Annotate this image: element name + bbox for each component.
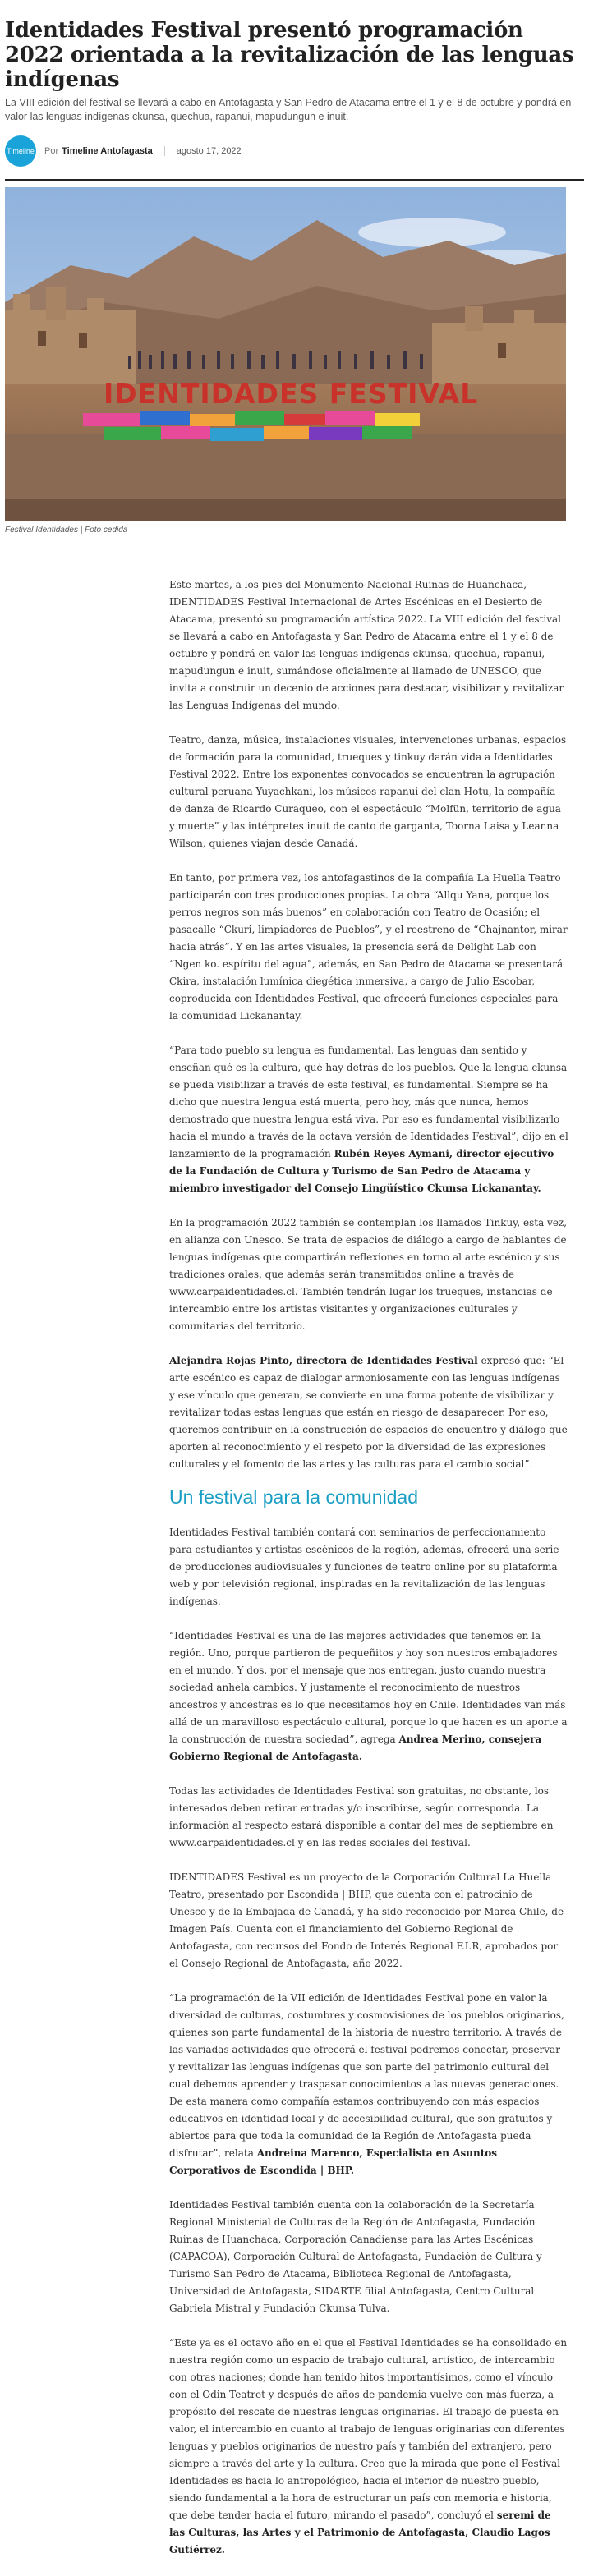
paragraph-13: “Este ya es el octavo año en el que el Festival Identidades se ha consolidado en nuestra región como un espacio de trabajo cultural, artístico, de intercambio con otras naciones; donde han tenido hitos importantísimos, como el vínculo con el Odin Teatret y después de años de pandemia vuelve con más fuerza, a propósito del rescate de nuestras lenguas originarias. El trabajo de puesta en valor, el intercambio en cuanto al trabajo de lenguas originarias con diferentes lenguas y pueblos originarios de nuestro país y también del extranjero, pero siempre a través del arte y la cultura. Creo que la mirada que pone el Festival Identidades es hacia lo antropológico, hacia el interior de nuestro pueblo, siendo fundamental a la hora de estructurar un país con memoria e historia, que debe tender hacia el futuro, mirando el pasado”, concluyó el seremi de las Culturas, las Artes y el Patrimonio de Antofagasta, Claudio Lagos Gutiérrez. — [169, 2337, 568, 2555]
paragraph-6: Alejandra Rojas Pinto, directora de Identidades Festival expresó que: “El arte escénico es capaz de dialogar armoniosamente con las lenguas indígenas y ese vínculo que generan, se convierte en una forma potente de visibilizar y revitalizar todas estas lenguas que están en riesgo de desaparecer. Por eso, queremos contribuir en la construcción de espacios de encuentro y diálogo que aporten al reconocimiento y el respeto por la diversidad de las expresiones culturales y el fomento de las artes y las culturas para el cambio social”. — [169, 1355, 568, 1470]
publish-date: agosto 17, 2022 — [176, 146, 242, 156]
festival-photo-illustration — [5, 187, 566, 521]
author-link[interactable]: Timeline Antofagasta — [62, 146, 153, 156]
paragraph-12: Identidades Festival también cuenta con la colaboración de la Secretaría Regional Ministerial de Culturas de la Región de Antofagasta, Fundación Ruinas de Huanchaca, Corporación Canadiense para las Artes Escénicas (CAPACOA), Corporación Cultural de Antofagasta, Fundación de Cultura y Turismo San Pedro de Atacama, Biblioteca Regional de Antofagasta, Universidad de Antofagasta, SIDARTE filial Antofagasta, Centro Cultural Gabriela Mistral y Fundación Ckunsa Tulva. — [169, 2199, 542, 2314]
image-caption: Festival Identidades | Foto cedida — [5, 526, 128, 535]
header-divider — [5, 179, 584, 181]
paragraph-1: Este martes, a los pies del Monumento Nacional Ruinas de Huanchaca, IDENTIDADES Festival Internacional de Artes Escénicas en el Desierto de Atacama, presentó su programación artística 2022. La VIII edición del festival se llevará a cabo en Antofagasta y San Pedro de Atacama entre el 1 y el 8 de octubre y pondrá en valor las lenguas indígenas ckunsa, quechua, rapanui, mapudungun e inuit, sumándose oficialmente al llamado de UNESCO, que invita a construir un decenio de acciones para destacar, visibilizar y revitalizar las Lenguas Indígenas del mundo. — [169, 579, 564, 711]
paragraph-11: “La programación de la VII edición de Identidades Festival pone en valor la diversidad de culturas, costumbres y cosmovisiones de los pueblos originarios, quienes son parte fundamental de la historia de nuestro territorio. A través de las variadas actividades que ofrecerá el festival podremos conectar, preservar y revitalizar las lenguas indígenas que son parte del patrimonio cultural del cual debemos aprender y traspasar conocimientos a las nuevas generaciones. De esta manera como compañía estamos contribuyendo con más espacios educativos en identidad local y de accesibilidad cultural, que son gratuitos y abiertos para que toda la comunidad de la Región de Antofagasta pueda disfrutar”, relata Andreina Marenco, Especialista en Asuntos Corporativos de Escondida | BHP. — [169, 1992, 564, 2176]
section-heading: Un festival para la comunidad — [169, 1486, 418, 1508]
paragraph-10: IDENTIDADES Festival es un proyecto de la Corporación Cultural La Huella Teatro, presentado por Escondida | BHP, que cuenta con el patrocinio de Unesco y de la Embajada de Canadá, y ha sido reconocido por Marca Chile, de Imagen País. Cuenta con el financiamiento del Gobierno Regional de Antofagasta, con recursos del Fondo de Interés Regional F.I.R, aprobados por el Consejo Regional de Antofagasta, año 2022. — [169, 1871, 564, 1969]
by-label: Por — [44, 146, 59, 156]
paragraph-9: Todas las actividades de Identidades Festival son gratuitas, no obstante, los interesados deben retirar entradas y/o inscribirse, según corresponda. La información al respecto estará disponible a contar del mes de septiembre en www.carpaidentidades.cl y en las redes sociales del festival. — [169, 1785, 554, 1848]
paragraph-4: “Para todo pueblo su lengua es fundamental. Las lenguas dan sentido y enseñan qué es la cultura, qué hay detrás de los pueblos. Que la lengua ckunsa se pueda visibilizar a través de este festival, es fundamental. Siempre se ha dicho que nuestra lengua está muerta, pero hoy, más que nunca, hemos demostrado que nuestra lengua está viva. Por eso es fundamental visibilizarlo hacia el mundo a través de la octava versión de Identidades Festival”, dijo en el lanzamiento de la programación Rubén Reyes Aymani, director ejecutivo de la Fundación de Cultura y Turismo de San Pedro de Atacama y miembro investigador del Consejo Lingüístico Ckunsa Lickanantay. — [169, 1045, 568, 1194]
byline — [5, 135, 589, 167]
author-avatar[interactable]: Timeline — [5, 135, 36, 167]
article-body — [169, 576, 568, 2576]
paragraph-7: Identidades Festival también contará con seminarios de perfeccionamiento para estudiantes y artistas escénicos de la región, además, ofrecerá una serie de producciones audiovisuales y funciones de teatro online por su plataforma web y por televisión regional, inspiradas en la revitalización de las lenguas indígenas. — [169, 1527, 559, 1607]
article-subtitle: La VIII edición del festival se llevará a cabo en Antofagasta y San Pedro de Atacama entre el 1 y el 8 de octubre y pondrá en valor las lenguas indígenas ckunsa, quechua, rapanui, mapudungun e inuit. — [5, 97, 572, 122]
article-page — [0, 18, 589, 2555]
identidades-sign: IDENTIDADES FESTIVAL — [104, 378, 479, 410]
paragraph-2: Teatro, danza, música, instalaciones visuales, intervenciones urbanas, espacios de formación para la comunidad, trueques y tinkuy darán vida a Identidades Festival 2022. Entre los exponentes convocados se encuentran la agrupación cultural peruana Yuyachkani, los músicos rapanui del clan Hotu, la compañía de danza de Ricardo Curaqueo, con el espectáculo “Molfün, territorio de agua y muerte” y las intérpretes inuit de canto de garganta, Toorna Laisa y Leanna Wilson, quienes viajan desde Canadá. — [169, 734, 567, 849]
paragraph-5: En la programación 2022 también se contemplan los llamados Tinkuy, esta vez, en alianza con Unesco. Se trata de espacios de diálogo a cargo de hablantes de lenguas indígenas que compartirán reflexiones en torno al arte escénico y sus tradiciones orales, que además serán transmitidos online a través de www.carpaidentidades.cl. También tendrán lugar los trueques, instancias de intercambio entre los artistas visitantes y organizaciones culturales y comunitarias del territorio. — [169, 1217, 568, 1332]
byline-divider — [164, 146, 165, 156]
paragraph-3: En tanto, por primera vez, los antofagastinos de la compañía La Huella Teatro participarán con tres producciones propias. La obra “Allqu Yana, porque los perros negros son más buenos” en colaboración con Teatro de Ocasión; el pasacalle “Ckuri, limpiadores de Pueblos”, y el reestreno de “Chajnantor, mirar hacia atrás”. Y en las artes visuales, la presencia será de Delight Lab con “Ngen ko. espíritu del agua”, además, en San Pedro de Atacama se presentará Ckira, instalación lumínica diegética inmersiva, a cargo de Julio Escobar, coproducida con Identidades Festival, que ofrecerá funciones especiales para la comunidad Lickanantay. — [169, 872, 568, 1022]
paragraph-8: “Identidades Festival es una de las mejores actividades que tenemos en la región. Uno, porque partieron de pequeñitos y hoy son nuestros embajadores en el mundo. Y dos, por el mensaje que nos entregan, justo cuando nuestra sociedad anhela cambios. Y justamente el reconocimiento de nuestros ancestros y ancestras es lo que necesitamos hoy en Chile. Identidades van más allá de un maravilloso espectáculo cultural, porque lo que hacen es un aporte a la construcción de nuestra sociedad”, agrega Andrea Merino, consejera Gobierno Regional de Antofagasta. — [169, 1630, 568, 1762]
featured-image — [5, 187, 566, 521]
article-title: Identidades Festival presentó programación 2022 orientada a la revitalización de las lenguas indígenas — [5, 18, 574, 92]
